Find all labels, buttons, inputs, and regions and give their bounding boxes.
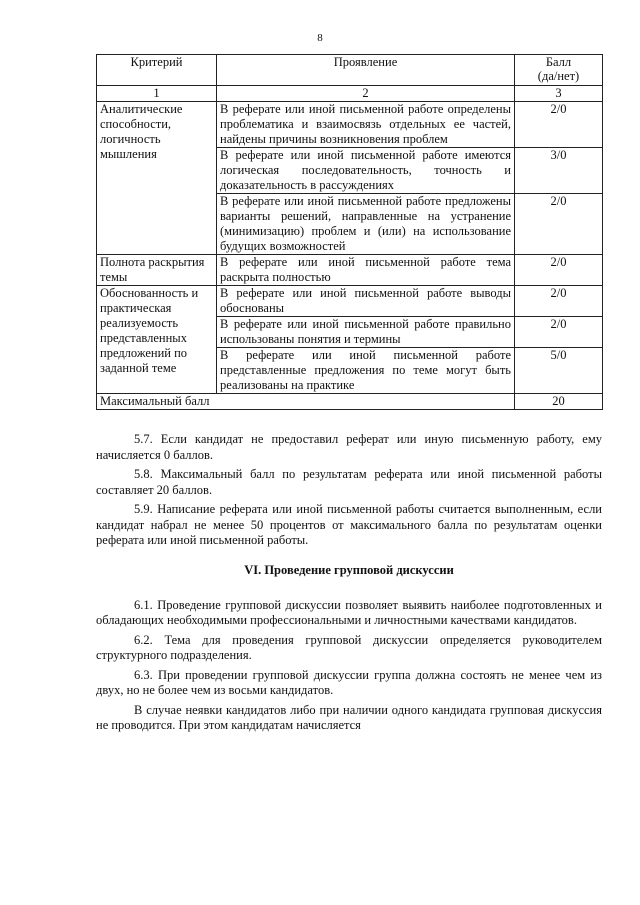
table-total-row [97,394,603,410]
table-row [97,102,603,148]
paragraph-no-show: В случае неявки кандидатов либо при наличии одного кандидата групповая дискуссия не проводится. При этом кандидатам начисляется [96,702,602,732]
table-header-row [97,55,603,86]
score-cell: 2/0 [515,194,603,255]
header-manifestation: Проявление [217,55,515,86]
paragraph-6-2: 6.2. Тема для проведения групповой дискуссии определяется руководителем структурного подразделения. [96,632,602,662]
max-score-label: Максимальный балл [97,394,515,410]
table-row [97,286,603,317]
paragraph-6-1: 6.1. Проведение групповой дискуссии позволяет выявить наиболее подготовленных и обладающих необходимыми профессиональными и личностными качествами кандидатов. [96,597,602,627]
body-text [96,432,602,738]
criterion-cell: Полнота раскрытия темы [97,255,217,286]
criterion-cell: Аналитические способности, логичность мышления [97,102,217,255]
manifestation-cell: В реферате или иной письменной работе имеются логическая последовательность, точность и доказательность в рассуждениях [217,148,515,194]
score-cell: 2/0 [515,102,603,148]
score-cell: 5/0 [515,348,603,394]
manifestation-cell: В реферате или иной письменной работе тема раскрыта полностью [217,255,515,286]
criteria-table [96,54,603,410]
paragraph-6-3: 6.3. При проведении групповой дискуссии группа должна состоять не менее чем из двух, но не более чем из восьми кандидатов. [96,667,602,697]
manifestation-cell: В реферате или иной письменной работе предложены варианты решений, направленные на устранение (минимизацию) проблем и (или) на использование будущих возможностей [217,194,515,255]
paragraph-5-9: 5.9. Написание реферата или иной письменной работы считается выполненным, если кандидат набрал не менее 50 процентов от максимального балла по результатам оценки реферата или иной письменной работы. [96,502,602,547]
manifestation-cell: В реферате или иной письменной работе выводы обоснованы [217,286,515,317]
score-cell: 2/0 [515,255,603,286]
column-number: 2 [217,86,515,102]
table-column-numbers-row [97,86,603,102]
score-cell: 2/0 [515,317,603,348]
manifestation-cell: В реферате или иной письменной работе определены проблематика и взаимосвязь отдельных ее частей, найдены причины возникновения проблем [217,102,515,148]
header-criterion: Критерий [97,55,217,86]
paragraph-5-7: 5.7. Если кандидат не предоставил реферат или иную письменную работу, ему начисляется 0 баллов. [96,432,602,462]
max-score-value: 20 [515,394,603,410]
manifestation-cell: В реферате или иной письменной работе представленные предложения по теме могут быть реализованы на практике [217,348,515,394]
page-number: 8 [317,32,323,44]
column-number: 1 [97,86,217,102]
column-number: 3 [515,86,603,102]
manifestation-cell: В реферате или иной письменной работе правильно использованы понятия и термины [217,317,515,348]
paragraph-5-8: 5.8. Максимальный балл по результатам реферата или иной письменной работы составляет 20 баллов. [96,467,602,497]
criterion-cell: Обоснованность и практическая реализуемость представленных предложений по заданной теме [97,286,217,394]
score-cell: 2/0 [515,286,603,317]
score-cell: 3/0 [515,148,603,194]
table-row [97,255,603,286]
section-title: VI. Проведение групповой дискуссии [244,562,454,577]
header-score: Балл (да/нет) [515,55,603,86]
